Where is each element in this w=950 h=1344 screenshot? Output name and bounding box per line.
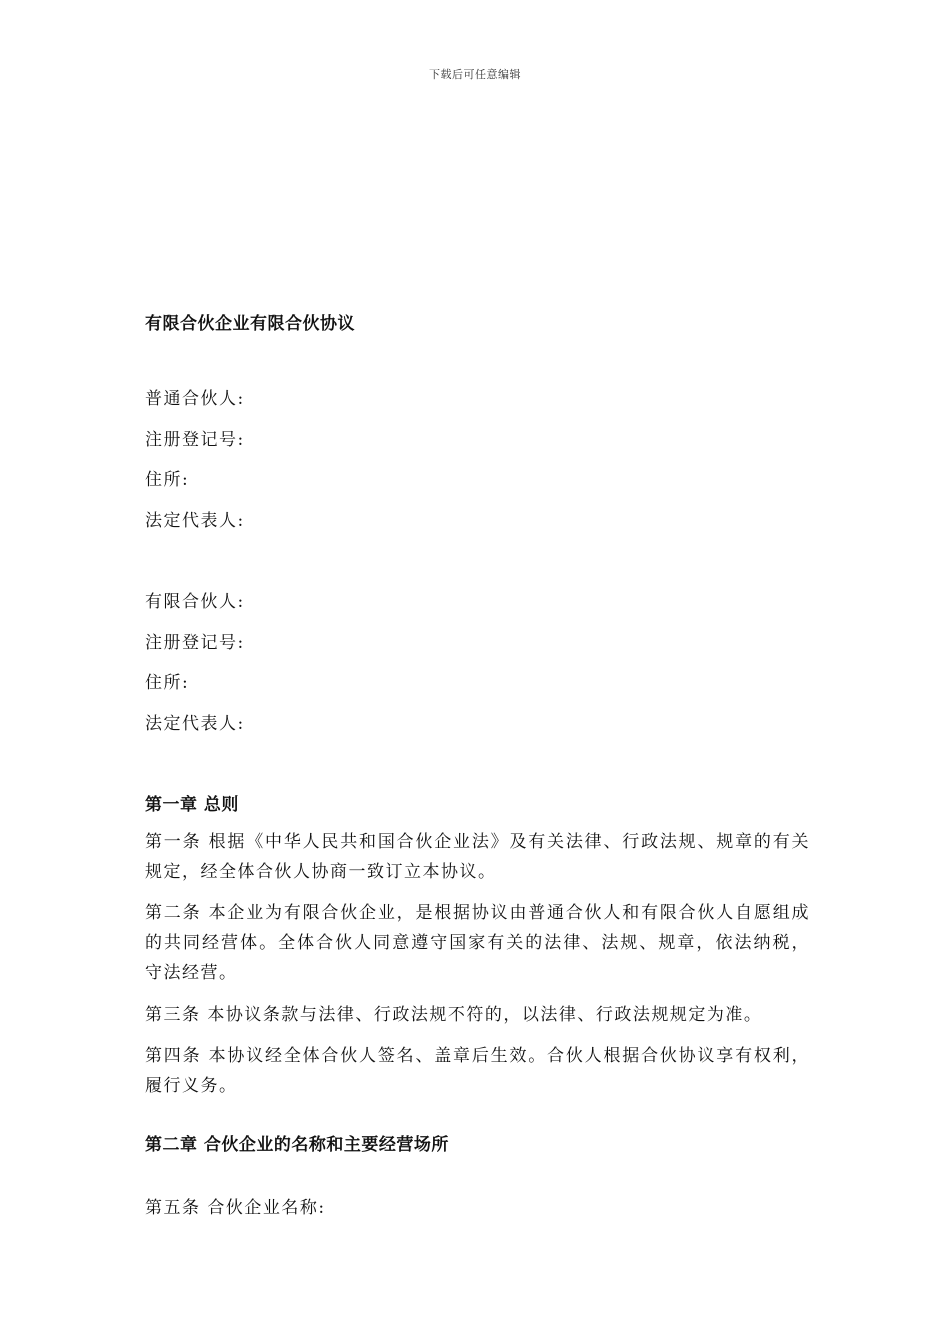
limited-partner-address-label: 住所: [145,673,190,693]
limited-partner-label: 有限合伙人: [145,592,245,612]
limited-partner-legal-rep-label: 法定代表人: [145,714,245,734]
article-1: 第一条 根据《中华人民共和国合伙企业法》及有关法律、行政法规、规章的有关规定，经全体合伙人协商一致订立本协议。 [145,832,810,882]
document-title: 有限合伙企业有限合伙协议 [145,314,355,334]
general-partner-registration-label: 注册登记号: [145,430,245,450]
general-partner-label: 普通合伙人: [145,389,245,409]
article-3: 第三条 本协议条款与法律、行政法规不符的，以法律、行政法规规定为准。 [145,1005,763,1025]
limited-partner-registration-label: 注册登记号: [145,633,245,653]
article-4: 第四条 本协议经全体合伙人签名、盖章后生效。合伙人根据合伙协议享有权利，履行义务。 [145,1046,810,1096]
page-header: 下载后可任意编辑 [429,68,521,81]
chapter-2-heading: 第二章 合伙企业的名称和主要经营场所 [145,1135,449,1155]
chapter-1-heading: 第一章 总则 [145,795,239,815]
article-2: 第二条 本企业为有限合伙企业，是根据协议由普通合伙人和有限合伙人自愿组成的共同经营体。全体合伙人同意遵守国家有关的法律、法规、规章，依法纳税，守法经营。 [145,903,810,983]
general-partner-address-label: 住所: [145,470,190,490]
general-partner-legal-rep-label: 法定代表人: [145,511,245,531]
article-5: 第五条 合伙企业名称: [145,1198,326,1218]
